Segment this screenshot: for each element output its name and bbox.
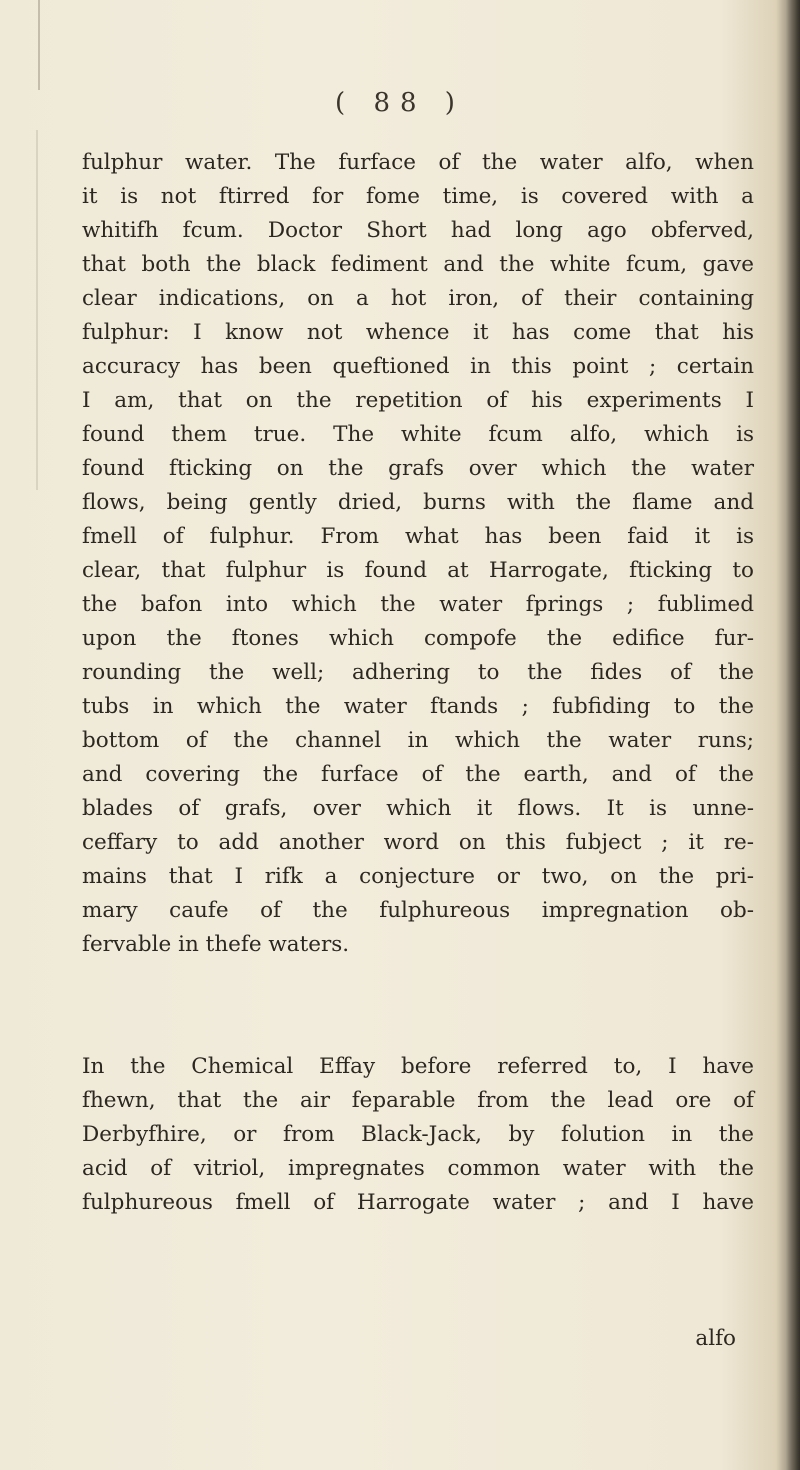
text-line: fulphureous fmell of Harrogate water ; and I have: [82, 1190, 754, 1215]
text-line: fhewn, that the air feparable from the lead ore of: [82, 1088, 754, 1113]
paragraph-1: [82, 146, 754, 962]
text-line: In the Chemical Effay before referred to, I have: [82, 1054, 754, 1079]
text-line: that both the black fediment and the white fcum, gave: [82, 252, 754, 277]
text-line: fmell of fulphur. From what has been faid it is: [82, 524, 754, 549]
text-line: it is not ftirred for fome time, is covered with a: [82, 184, 754, 209]
text-line: upon the ftones which compofe the edifice fur-: [82, 626, 754, 651]
text-line: accuracy has been queftioned in this point ; certain: [82, 354, 754, 379]
text-line: fervable in thefe waters.: [82, 932, 350, 957]
text-line: tubs in which the water ftands ; fubfiding to the: [82, 694, 754, 719]
paragraph-2: [82, 1050, 754, 1220]
page-edge-line: [36, 130, 38, 490]
text-line: mains that I rifk a conjecture or two, on the pri-: [82, 864, 754, 889]
text-line: whitifh fcum. Doctor Short had long ago obferved,: [82, 218, 754, 243]
text-line: acid of vitriol, impregnates common water with the: [82, 1156, 754, 1181]
text-line: clear, that fulphur is found at Harrogate, fticking to: [82, 558, 754, 583]
text-line: blades of grafs, over which it flows. It is unne-: [82, 796, 754, 821]
binding-shadow: [786, 0, 800, 1470]
text-line: I am, that on the repetition of his experiments I: [82, 388, 754, 413]
text-line: bottom of the channel in which the water runs;: [82, 728, 754, 753]
text-line: clear indications, on a hot iron, of their containing: [82, 286, 754, 311]
text-line: rounding the well; adhering to the fides of the: [82, 660, 754, 685]
page-edge-line: [38, 0, 40, 90]
text-line: and covering the furface of the earth, and of the: [82, 762, 754, 787]
text-line: ceffary to add another word on this fubject ; it re-: [82, 830, 754, 855]
text-line: flows, being gently dried, burns with the flame and: [82, 490, 754, 515]
catchword: alfo: [695, 1326, 736, 1351]
text-line: fulphur: I know not whence it has come that his: [82, 320, 754, 345]
text-line: Derbyfhire, or from Black-Jack, by folution in the: [82, 1122, 754, 1147]
text-line: found them true. The white fcum alfo, which is: [82, 422, 754, 447]
page-number: ( 88 ): [335, 88, 465, 118]
text-line: fulphur water. The furface of the water alfo, when: [82, 150, 754, 175]
text-line: found fticking on the grafs over which the water: [82, 456, 754, 481]
text-line: mary caufe of the fulphureous impregnation ob-: [82, 898, 754, 923]
text-line: the bafon into which the water fprings ; fublimed: [82, 592, 754, 617]
